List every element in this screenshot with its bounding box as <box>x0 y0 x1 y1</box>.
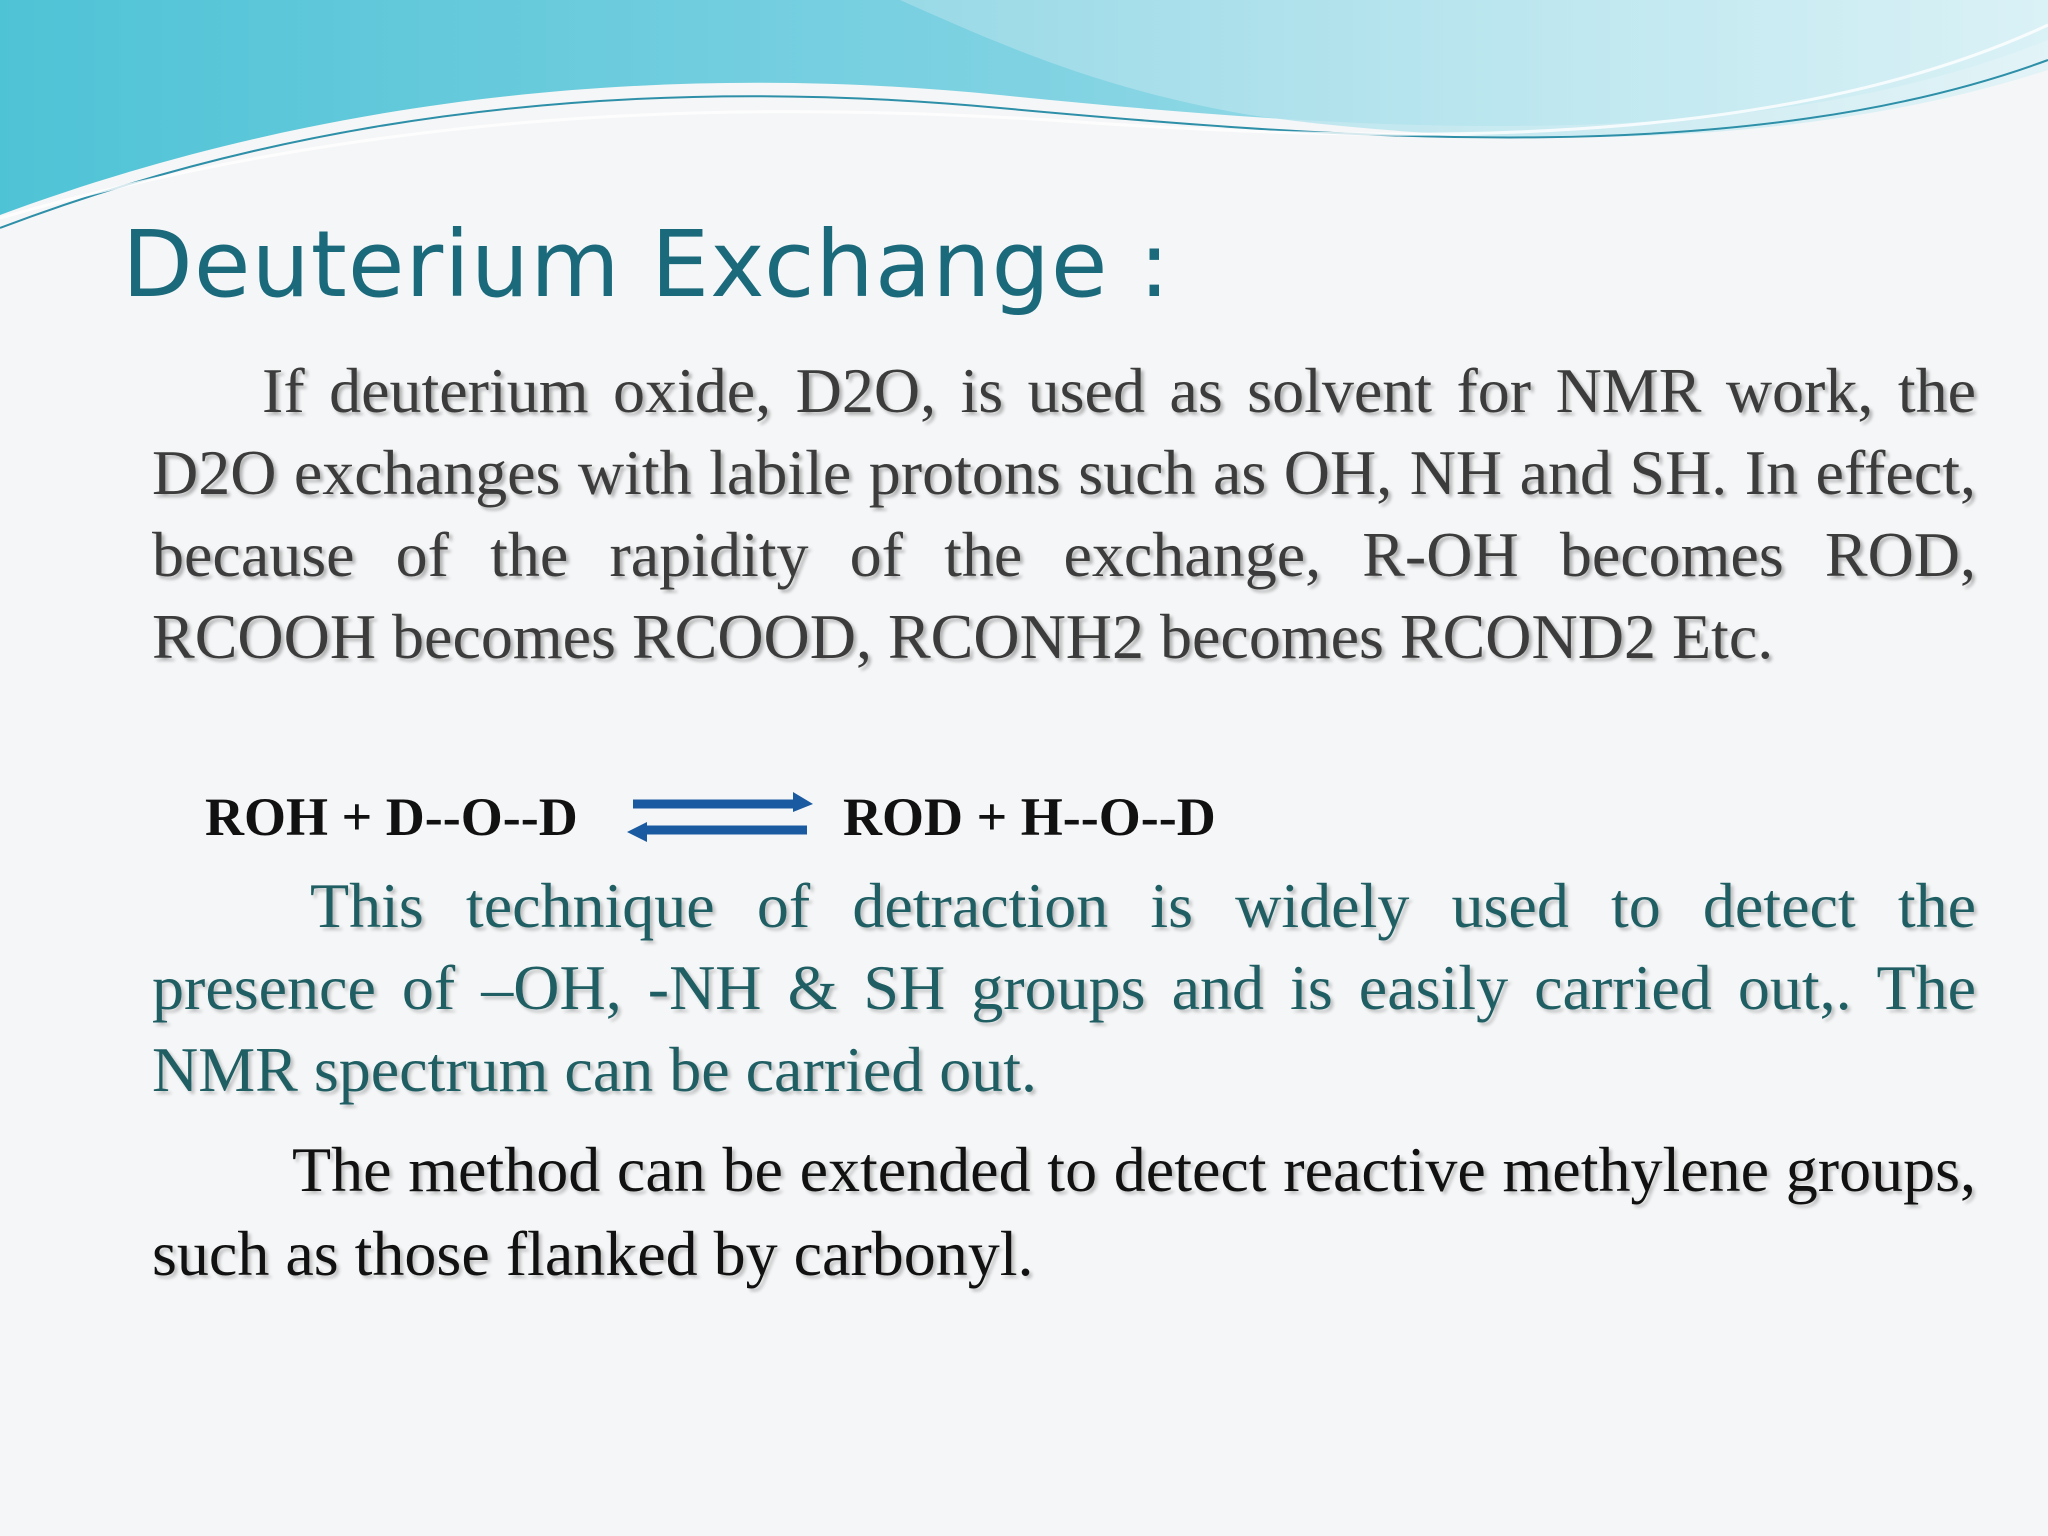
equation-reactants: ROH + D--O--D <box>205 787 578 847</box>
slide-title: Deuterium Exchange : <box>122 211 1171 318</box>
paragraph-methylene-extension: The method can be extended to detect reactive methylene groups, such as those flanked by carbonyl. <box>152 1134 1976 1289</box>
equilibrium-arrows-icon <box>625 778 815 858</box>
header-wave-decoration <box>0 0 2048 240</box>
paragraph-deuterium-exchange: If deuterium oxide, D2O, is used as solvent for NMR work, the D2O exchanges with labile protons such as OH, NH and SH. In effect, because of the rapidity of the exchange, R-OH becomes ROD, RCOOH becomes RCOOD, RCONH2 becomes RCOND2 Etc. <box>152 355 1976 672</box>
equation-products: ROD + H--O--D <box>843 787 1216 847</box>
paragraph-detection-technique: This technique of detraction is widely used to detect the presence of –OH, -NH & SH groups and is easily carried out,. The NMR spectrum can be carried out. <box>152 870 1976 1105</box>
